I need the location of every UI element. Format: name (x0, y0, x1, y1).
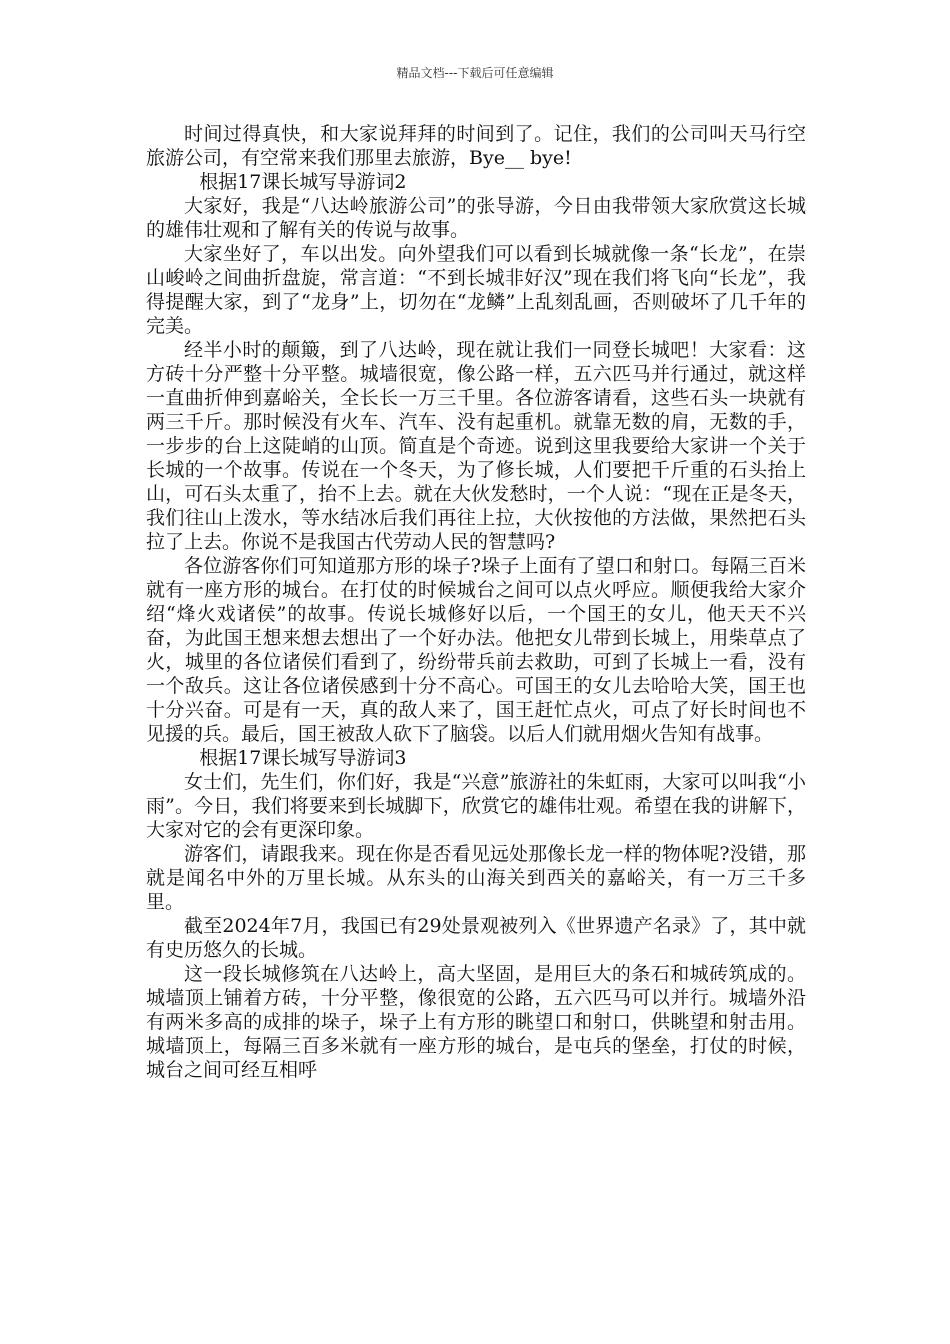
paragraph: 各位游客你们可知道那方形的垛子?垛子上面有了望口和射口。每隔三百米就有一座方形的城台。在打仗的时候城台之间可以点火呼应。顺便我给大家介绍“烽火戏诸侯”的故事。传说长城修好以后，一个国王的女儿，他天天不兴奋，为此国王想来想去想出了一个好办法。他把女儿带到长城上，用柴草点了火，城里的各位诸侯们看到了，纷纷带兵前去救助，可到了长城上一看，没有一个敌兵。这让各位诸侯感到十分不高心。可国王的女儿去哈哈大笑，国王也十分兴奋。可是有一天，真的敌人来了，国王赶忙点火，可点了好长时间也不见援的兵。最后，国王被敌人砍下了脑袋。以后人们就用烟火告知有战事。 (146, 555, 806, 745)
section-heading: 根据17课长城写导游词3 (199, 747, 407, 769)
page-header: 精品文档---下载后可任意编辑 (396, 66, 554, 80)
section-heading: 根据17课长城写导游词2 (199, 171, 407, 193)
paragraph: 游客们，请跟我来。现在你是否看见远处那像长龙一样的物体呢?没错，那就是闻名中外的万里长城。从东头的山海关到西关的嘉峪关，有一万三千多里。 (146, 843, 806, 913)
paragraph: 大家坐好了，车以出发。向外望我们可以看到长城就像一条“长龙”，在崇山峻岭之间曲折盘旋，常言道：“不到长城非好汉”现在我们将飞向“长龙”，我得提醒大家，到了“龙身”上，切勿在“龙鳞”上乱刻乱画，否则破坏了几千年的完美。 (146, 243, 806, 337)
document-body (146, 122, 806, 1082)
paragraph: 经半小时的颠簸，到了八达岭，现在就让我们一同登长城吧！大家看：这方砖十分严整十分平整。城墙很宽，像公路一样，五六匹马并行通过，就这样一直曲折伸到嘉峪关，全长长一万三千里。各位游客请看，这些石头一块就有两三千斤。那时候没有火车、汽车、没有起重机。就靠无数的肩，无数的手，一步步的台上这陡峭的山顶。简直是个奇迹。说到这里我要给大家讲一个关于长城的一个故事。传说在一个冬天，为了修长城，人们要把千斤重的石头抬上山，可石头太重了，抬不上去。就在大伙发愁时，一个人说：“现在正是冬天，我们往山上泼水，等水结冰后我们再往上拉，大伙按他的方法做，果然把石头拉了上去。你说不是我国古代劳动人民的智慧吗? (146, 339, 806, 553)
paragraph: 大家好，我是“八达岭旅游公司”的张导游，今日由我带领大家欣赏这长城的雄伟壮观和了解有关的传说与故事。 (146, 195, 806, 241)
paragraph: 截至2024年7月，我国已有29处景观被列入《世界遗产名录》了，其中就有史历悠久的长城。 (146, 915, 806, 961)
paragraph: 这一段长城修筑在八达岭上，高大坚固，是用巨大的条石和城砖筑成的。城墙顶上铺着方砖，十分平整，像很宽的公路，五六匹马可以并行。城墙外沿有两米多高的成排的垛子，垛子上有方形的眺望口和射口，供眺望和射击用。城墙顶上，每隔三百多米就有一座方形的城台，是屯兵的堡垒，打仗的时候，城台之间可经互相呼 (146, 963, 806, 1081)
paragraph: 时间过得真快，和大家说拜拜的时间到了。记住，我们的公司叫天马行空旅游公司，有空常来我们那里去旅游，Bye__ bye! (146, 123, 806, 169)
paragraph: 女士们，先生们，你们好，我是“兴意”旅游社的朱虹雨，大家可以叫我“小雨”。今日，我们将要来到长城脚下，欣赏它的雄伟壮观。希望在我的讲解下，大家对它的会有更深印象。 (146, 771, 806, 841)
